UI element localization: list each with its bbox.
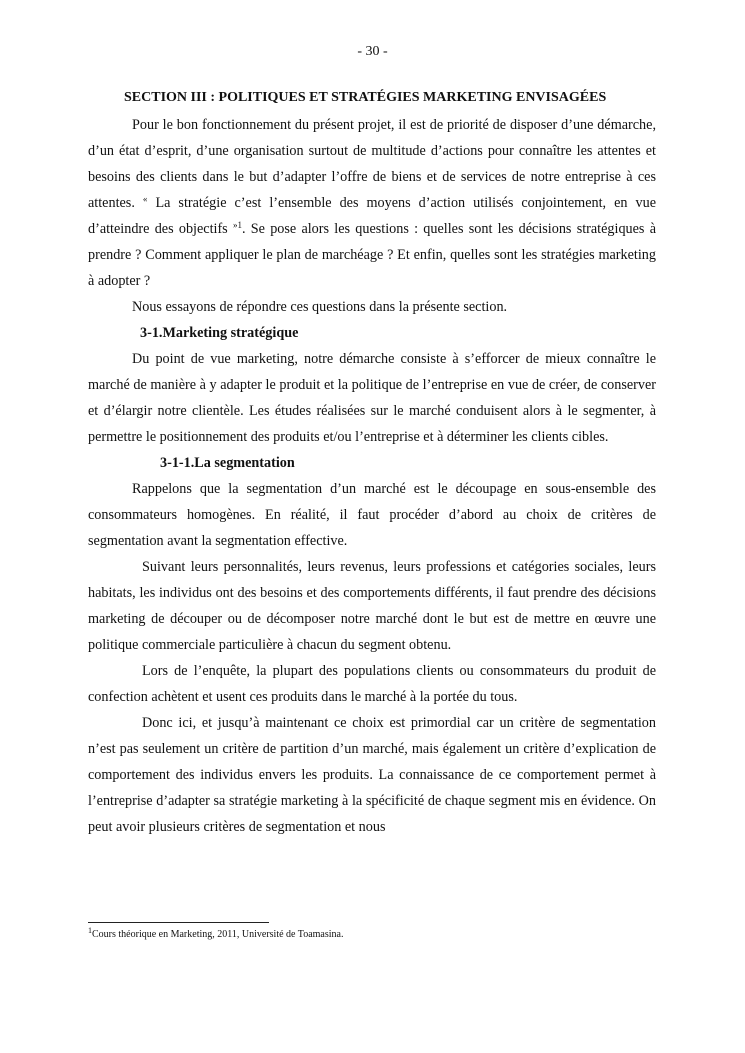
open-quote: « [142, 194, 148, 204]
close-quote: » [232, 220, 238, 230]
page-body [88, 88, 656, 840]
footnote-marker: 1 [88, 926, 92, 935]
section-title: SECTION III : POLITIQUES ET STRATÉGIES MARKETING ENVISAGÉES [124, 90, 607, 105]
intro-followup: Nous essayons de répondre ces questions dans la présente section. [132, 299, 508, 315]
intro-quote: La stratégie c’est l’ensemble des moyens d’action utilisés conjointement, en vue d’atteindre des objectifs [88, 195, 657, 237]
intro-paragraph [88, 112, 656, 294]
footnote-reference: 1 [237, 220, 242, 230]
heading-marketing-strategique: 3-1.Marketing stratégique [140, 325, 299, 341]
intro-text-part1: Pour le bon fonctionnement du présent projet, il est de priorité de disposer d’une démarche, d’un état d’esprit, d’une organisation surtout de multitude d’actions pour connaître les attentes et besoins des clients dans le but d’adapter l’offre de biens et de services de notre entreprise à ces attentes. [88, 117, 656, 211]
paragraph-segmentation-1: Rappelons que la segmentation d’un marché est le découpage en sous-ensemble des consommateurs homogènes. En réalité, il faut procéder d’abord au choix de critères de segmentation avant la segmentation effective. [88, 481, 656, 549]
intro-text-part2: . Se pose alors les questions : quelles sont les décisions stratégiques à prendre ? Comment appliquer le plan de marchéage ? Et enfin, quelles sont les stratégies marketing à adopter ? [88, 221, 656, 289]
paragraph-segmentation-4: Donc ici, et jusqu’à maintenant ce choix est primordial car un critère de segmentation n’est pas seulement un critère de partition d’un marché, mais également un critère d’explication de comportement des individus envers les produits. La connaissance de ce comportement permet à l’entreprise d’adapter sa stratégie marketing à la spécificité de chaque segment mis en évidence. On peut avoir plusieurs critères de segmentation et nous [88, 715, 656, 835]
footnote-divider [88, 922, 269, 923]
footnote [88, 928, 343, 942]
paragraph-segmentation-2: Suivant leurs personnalités, leurs revenus, leurs professions et catégories sociales, leurs habitats, les individus ont des besoins et des comportements différents, il faut prendre des décisions marketing de découper ou de décomposer notre marché dont le but est de mettre en œuvre une politique commerciale particulière à chacun du segment obtenu. [88, 559, 656, 653]
footnote-text: Cours théorique en Marketing, 2011, Université de Toamasina. [92, 929, 344, 940]
page-number: - 30 - [357, 44, 388, 59]
paragraph-strategic: Du point de vue marketing, notre démarche consiste à s’efforcer de mieux connaître le marché de manière à y adapter le produit et la politique de l’entreprise en vue de créer, de conserver et d’élargir notre clientèle. Les études réalisées sur le marché conduisent alors à le segmenter, à permettre le positionnement des produits et/ou l’entreprise et à déterminer les clients cibles. [88, 351, 656, 445]
heading-segmentation: 3-1-1.La segmentation [160, 455, 295, 471]
paragraph-segmentation-3: Lors de l’enquête, la plupart des populations clients ou consommateurs du produit de confection achètent et usent ces produits dans le marché à la portée du tous. [88, 663, 656, 705]
